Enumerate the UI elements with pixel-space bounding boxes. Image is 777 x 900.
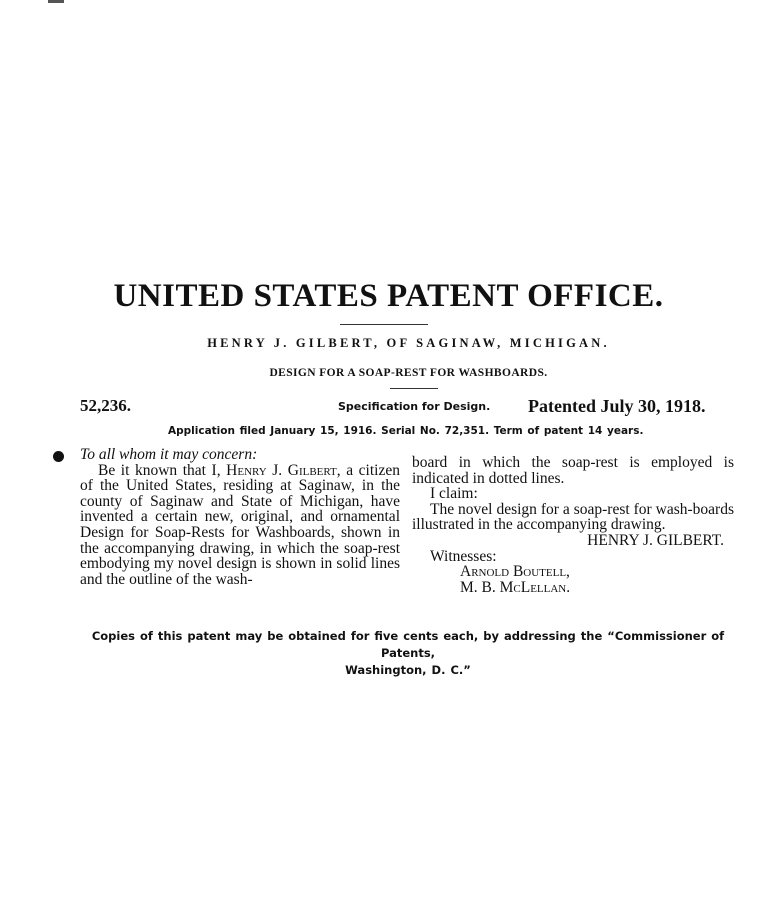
- copies-note-line-1: Copies of this patent may be obtained for five cents each, by addressing the “Commissioner of Patents,: [91, 629, 725, 660]
- patented-date: Patented July 30, 1918.: [528, 396, 706, 416]
- design-title: DESIGN FOR A SOAP-REST FOR WASHBOARDS.: [269, 367, 548, 379]
- copies-note-line-2: Washington, D. C.”: [345, 663, 471, 677]
- inventor-name: Henry J. Gilbert: [226, 461, 337, 479]
- left-column: [80, 447, 400, 587]
- paragraph-1-start: Be it known that I,: [98, 461, 227, 479]
- witness-name: Arnold Boutell,: [460, 563, 570, 581]
- paragraph-1-continued: board in which the soap-rest is employed is indicated in dotted lines.: [412, 454, 734, 487]
- salutation: To all whom it may concern:: [80, 446, 258, 463]
- paragraph-1-rest: , a citizen of the United States, residing at Saginaw, in the county of Saginaw and State of Michigan, have invented a certain new, original, and ornamental Design for Soap-Rests for Washboards, shown in the accompanying drawing, in which the soap-rest embodying my novel design is shown in solid lines and the outline of the wash-: [80, 461, 400, 588]
- copies-note: [68, 628, 748, 679]
- paragraph-1: [80, 463, 400, 588]
- title-divider: [340, 324, 428, 325]
- bullet-mark: [53, 451, 64, 462]
- office-title: UNITED STATES PATENT OFFICE.: [113, 278, 664, 314]
- signature: HENRY J. GILBERT.: [587, 531, 724, 549]
- right-column: [412, 455, 734, 595]
- patent-number: 52,236.: [80, 396, 131, 415]
- claim-text: The novel design for a soap-rest for wash-boards illustrated in the accompanying drawing.: [412, 500, 734, 534]
- design-divider: [390, 388, 438, 389]
- witnesses-label: Witnesses:: [430, 547, 497, 565]
- inventor-line: HENRY J. GILBERT, OF SAGINAW, MICHIGAN.: [207, 336, 610, 350]
- claim-label: I claim:: [430, 485, 478, 503]
- witness-name: M. B. McLellan.: [460, 578, 571, 596]
- scan-mark: [48, 0, 64, 3]
- specification-label: Specification for Design.: [338, 400, 491, 413]
- application-line: Application filed January 15, 1916. Serial No. 72,351. Term of patent 14 years.: [168, 425, 644, 437]
